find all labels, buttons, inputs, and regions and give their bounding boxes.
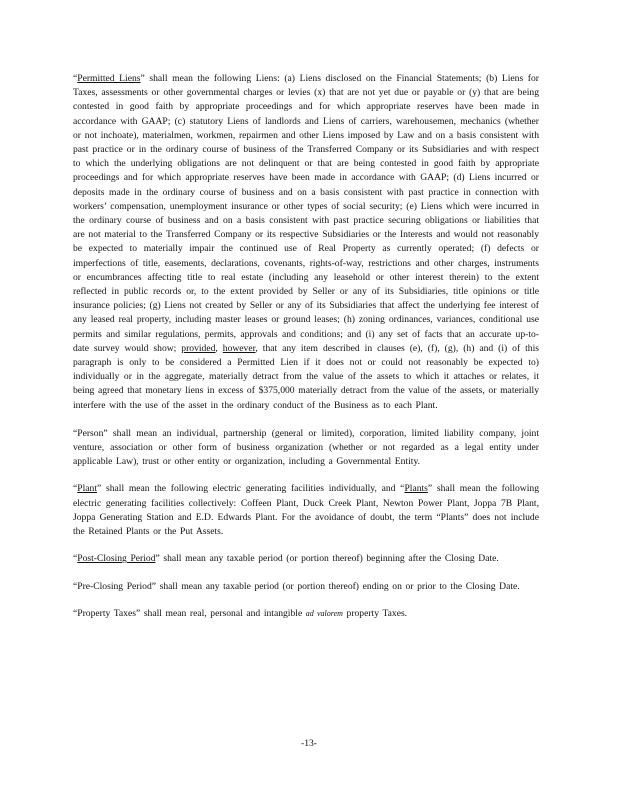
defined-term-plant: Plant — [77, 483, 97, 495]
defined-term-plants: Plants — [404, 483, 428, 495]
page-number: -13- — [301, 738, 317, 749]
definition-text: “Property Taxes” shall mean real, personal and intangible — [73, 607, 306, 619]
definition-person — [73, 427, 539, 470]
defined-term-post-closing-period: Post-Closing Period — [77, 553, 156, 565]
definition-post-closing-period — [73, 552, 539, 566]
open-quote: “ — [73, 483, 78, 495]
definition-text: ” shall mean any taxable period (or portion thereof) beginning after the Closing Date. — [155, 553, 499, 565]
open-quote: “ — [73, 73, 78, 84]
provided-word: provided — [181, 342, 216, 354]
definition-text: shall mean the following Liens: (a) Liens disclosed on the Financial Statements; (b) Liens for Taxes, assessments or other governmental charges or levies (x) that are not yet due or payable or (y) that are being contested in good faith by appropriate proceedings and for which appropriate reserves have been made in accordance with GAAP; (c) statutory Liens of landlords and Liens of carriers, warehousemen, mechanics (whether or not inchoate), materialmen, workmen, repairmen and other Liens imposed by Law and on a basis consistent with past practice or in the ordinary course of business of the Transferred Company or its Subsidiaries and with respect to which the underlying obligations are not delinquent or that are being contested in good faith by appropriate proceedings and for which appropriate reserves have been made in accordance with GAAP; (d) Liens incurred or deposits made in the ordinary course of business and on a basis consistent with past practice in connection with workers’ compensation, unemployment insurance or other types of social security; (e) Liens which were incurred in the ordinary course of business and on a basis consistent with past practice securing obligations or liabilities that are not material to the Transferred Company or its respective Subsidiaries or the Interests and would not reasonably be expected to materially impair the continued use of Real Property as currently operated; (f) defects or imperfections of title, easements, declarations, covenants, rights-of-way, restrictions and other charges, instruments or encumbrances affecting title to real estate (including any leasehold or other interest therein) to the extent reflected in public records or, to the extent provided by Seller or any of its Subsidiaries, title opinions or title insurance policies; (g) Liens not created by Seller or any of its Subsidiaries that affect the underlying fee interest of any leased real property, including master leases or ground leases; (h) zoning ordinances, variances, conditional use permits and similar regulations, permits, approvals and conditions; and (i) any set of facts that an accurate up-to-date survey would show; — [73, 73, 539, 354]
defined-term-permitted-liens: Permitted Liens — [77, 73, 141, 84]
definition-text: ” shall mean the following electric generating facilities individually, and “ — [97, 483, 405, 495]
definition-pre-closing-period — [73, 580, 539, 594]
open-quote: “ — [73, 553, 78, 565]
definition-property-taxes — [73, 607, 539, 621]
however-word: however — [222, 342, 256, 354]
definition-text-continued: ” shall mean the following electric generating facilities collectively: Coffeen Plant, Duck Creek Plant, Newton Power Plant, Joppa 7B Plant, Joppa Generating Station and E.D. Edwards Plant. For the avoidance of doubt, the term “Plants” does not include the Retained Plants or the Put Assets. — [73, 483, 539, 538]
page-body — [73, 72, 539, 634]
definition-text: “Person” shall mean an individual, partnership (general or limited), corporation, limited liability company, joint venture, association or other form of business organization (whether or not regarded as a legal entity under applicable Law), trust or other entity or organization, including a Governmental Entity. — [73, 427, 539, 468]
comma: , — [215, 342, 223, 354]
definition-text-continued: , that any item described in clauses (e), (f), (g), (h) and (i) of this paragraph is only to be considered a Permitted Lien if it does not or could not reasonably be expected to) individually or in the aggregate, materially detract from the value of the assets to which it attaches or relates, it being agreed that monetary liens in excess of $375,000 materially detract from the value of the assets, or materially interfere with the use of the asset in the ordinary conduct of the Business as to each Plant. — [73, 342, 539, 411]
close-quote: ” — [140, 73, 145, 84]
definition-permitted-liens — [73, 72, 539, 413]
definition-text-continued: property Taxes. — [342, 607, 408, 619]
ad-valorem-italic: ad valorem — [305, 608, 343, 618]
definition-text: “Pre-Closing Period” shall mean any taxable period (or portion thereof) ending on or prior to the Closing Date. — [73, 580, 520, 592]
definition-plant — [73, 482, 539, 539]
